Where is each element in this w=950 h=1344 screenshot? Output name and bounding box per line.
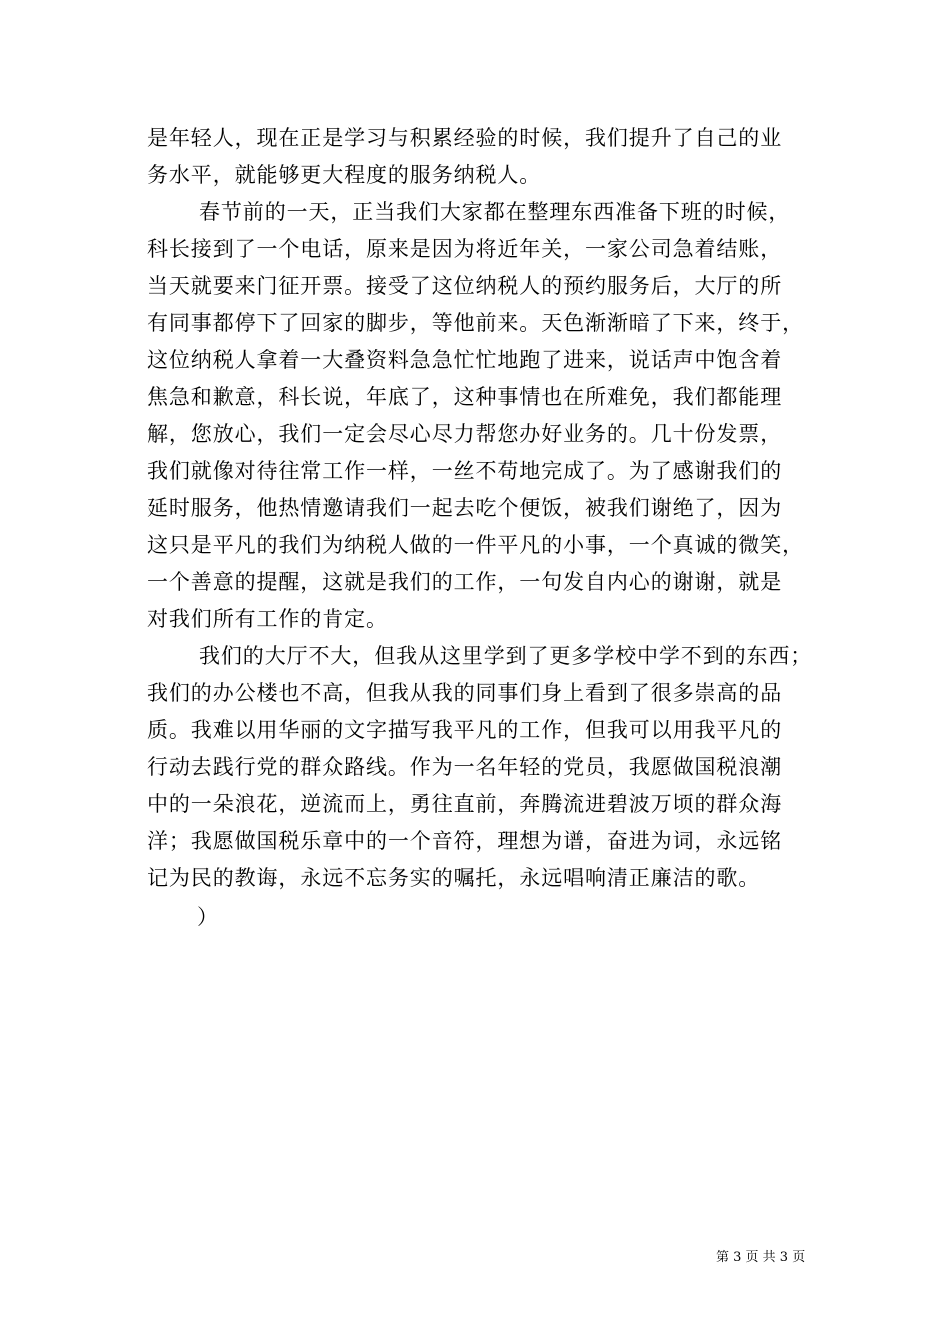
text-line: 春节前的一天，正当我们大家都在整理东西准备下班的时候， bbox=[199, 200, 791, 224]
paragraph-1 bbox=[147, 120, 812, 194]
text-line: 一个善意的提醒，这就是我们的工作，一句发自内心的谢谢，就是 bbox=[147, 570, 783, 594]
text-line: 我们的大厅不大，但我从这里学到了更多学校中学不到的东西； bbox=[199, 644, 813, 668]
paragraph-3 bbox=[147, 638, 812, 897]
text-line: 解，您放心，我们一定会尽心尽力帮您办好业务的。几十份发票， bbox=[147, 422, 783, 446]
text-line: 对我们所有工作的肯定。 bbox=[147, 607, 388, 631]
text-line: 中的一朵浪花，逆流而上，勇往直前，奔腾流进碧波万顷的群众海 bbox=[147, 792, 783, 816]
text-line: 是年轻人，现在正是学习与积累经验的时候，我们提升了自己的业 bbox=[147, 126, 783, 150]
text-line: 洋；我愿做国税乐章中的一个音符，理想为谱，奋进为词，永远铭 bbox=[147, 829, 783, 853]
body-text bbox=[147, 120, 812, 897]
text-line: 当天就要来门征开票。接受了这位纳税人的预约服务后，大厅的所 bbox=[147, 274, 783, 298]
text-line: 有同事都停下了回家的脚步，等他前来。天色渐渐暗了下来，终于， bbox=[147, 311, 804, 335]
text-line: 记为民的教诲，永远不忘务实的嘱托，永远唱响清正廉洁的歌。 bbox=[147, 866, 761, 890]
text-line: 务水平，就能够更大程度的服务纳税人。 bbox=[147, 163, 542, 187]
paragraph-2 bbox=[147, 194, 812, 638]
text-line: 科长接到了一个电话，原来是因为将近年关，一家公司急着结账， bbox=[147, 237, 783, 261]
text-line: 我们的办公楼也不高，但我从我的同事们身上看到了很多崇高的品 bbox=[147, 681, 783, 705]
text-line: 这位纳税人拿着一大叠资料急急忙忙地跑了进来，说话声中饱含着 bbox=[147, 348, 783, 372]
text-line: 延时服务，他热情邀请我们一起去吃个便饭，被我们谢绝了，因为 bbox=[147, 496, 783, 520]
text-line: 这只是平凡的我们为纳税人做的一件平凡的小事，一个真诚的微笑， bbox=[147, 533, 804, 557]
text-line: 焦急和歉意，科长说，年底了，这种事情也在所难免，我们都能理 bbox=[147, 385, 783, 409]
closing-parenthesis: ） bbox=[197, 905, 218, 929]
text-line: 行动去践行党的群众路线。作为一名年轻的党员，我愿做国税浪潮 bbox=[147, 755, 783, 779]
page-number-footer: 第 3 页 共 3 页 bbox=[716, 1250, 806, 1265]
text-line: 质。我难以用华丽的文字描写我平凡的工作，但我可以用我平凡的 bbox=[147, 718, 783, 742]
text-line: 我们就像对待往常工作一样，一丝不苟地完成了。为了感谢我们的 bbox=[147, 459, 783, 483]
